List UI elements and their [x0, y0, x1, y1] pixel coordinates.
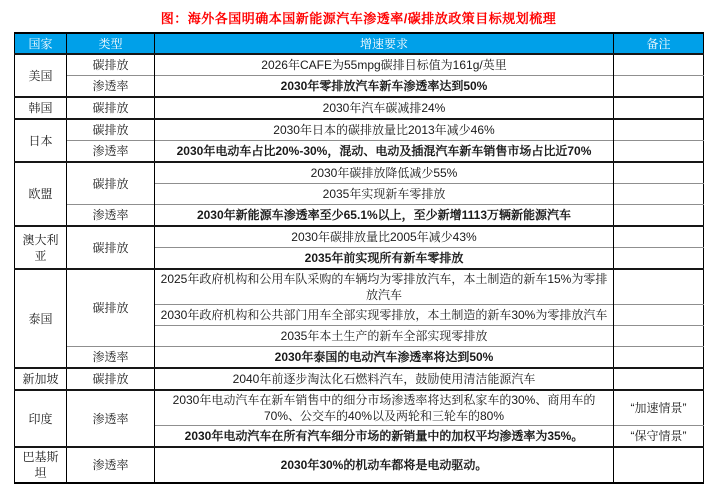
table-row [15, 162, 704, 184]
figure-title: 图：海外各国明确本国新能源汽车渗透率/碳排放政策目标规划梳理 [160, 11, 557, 26]
col-header-country: 国家 [15, 33, 67, 54]
note-cell [614, 205, 704, 227]
table-row [15, 390, 704, 426]
country-cell: 巴基斯坦 [15, 447, 67, 483]
table-row [15, 269, 704, 305]
table-row [15, 368, 704, 390]
type-cell: 渗透率 [67, 347, 155, 369]
table-row [15, 97, 704, 119]
col-header-note: 备注 [614, 33, 704, 54]
requirement-cell: 2035年前实现所有新车零排放 [155, 248, 614, 270]
note-cell [614, 269, 704, 305]
table-row [15, 347, 704, 369]
requirement-cell: 2035年实现新车零排放 [155, 184, 614, 205]
requirement-cell: 2030年新能源车渗透率至少65.1%以上，至少新增1113万辆新能源汽车 [155, 205, 614, 227]
col-header-requirement: 增速要求 [155, 33, 614, 54]
table-row [15, 447, 704, 483]
type-cell: 碳排放 [67, 162, 155, 205]
country-cell: 美国 [15, 54, 67, 97]
country-cell: 欧盟 [15, 162, 67, 226]
note-cell: “保守情景” [614, 426, 704, 448]
table-row [15, 119, 704, 141]
country-cell: 韩国 [15, 97, 67, 119]
table-row [15, 54, 704, 76]
type-cell: 渗透率 [67, 205, 155, 227]
requirement-cell: 2030年电动车占比20%-30%，混动、电动及插混汽车新车销售市场占比近70% [155, 141, 614, 163]
requirement-cell: 2026年CAFE为55mpg碳排目标值为161g/英里 [155, 54, 614, 76]
requirement-cell: 2030年政府机构和公共部门用车全部实现零排放，本土制造的新车30%为零排放汽车 [155, 305, 614, 326]
note-cell [614, 162, 704, 184]
requirement-cell: 2040年前逐步淘汰化石燃料汽车，鼓励使用清洁能源汽车 [155, 368, 614, 390]
note-cell [614, 184, 704, 205]
requirement-cell: 2030年电动汽车在新车销售中的细分市场渗透率将达到私家车的30%、商用车的70%、公交车的40%以及两轮和三轮车的80% [155, 390, 614, 426]
note-cell [614, 119, 704, 141]
type-cell: 渗透率 [67, 76, 155, 98]
note-cell [614, 54, 704, 76]
requirement-cell: 2030年泰国的电动汽车渗透率将达到50% [155, 347, 614, 369]
requirement-cell: 2030年碳排放量比2005年减少43% [155, 226, 614, 248]
requirement-cell: 2030年电动汽车在所有汽车细分市场的新销量中的加权平均渗透率为35%。 [155, 426, 614, 448]
country-cell: 新加坡 [15, 368, 67, 390]
note-cell [614, 76, 704, 98]
type-cell: 碳排放 [67, 54, 155, 76]
requirement-cell: 2030年30%的机动车都将是电动驱动。 [155, 447, 614, 483]
table-row [15, 205, 704, 227]
country-cell: 泰国 [15, 269, 67, 368]
note-cell [614, 326, 704, 347]
table-row [15, 141, 704, 163]
col-header-type: 类型 [67, 33, 155, 54]
type-cell: 渗透率 [67, 390, 155, 447]
requirement-cell: 2030年零排放汽车新车渗透率达到50% [155, 76, 614, 98]
country-cell: 澳大利亚 [15, 226, 67, 269]
type-cell: 渗透率 [67, 141, 155, 163]
note-cell: “加速情景” [614, 390, 704, 426]
type-cell: 碳排放 [67, 226, 155, 269]
type-cell: 碳排放 [67, 269, 155, 347]
requirement-cell: 2030年汽车碳减排24% [155, 97, 614, 119]
table-row [15, 76, 704, 98]
type-cell: 碳排放 [67, 119, 155, 141]
requirement-cell: 2030年碳排放降低减少55% [155, 162, 614, 184]
requirement-cell: 2035年本土生产的新车全部实现零排放 [155, 326, 614, 347]
country-cell: 日本 [15, 119, 67, 162]
note-cell [614, 305, 704, 326]
requirement-cell: 2025年政府机构和公用车队采购的车辆均为零排放汽车，本土制造的新车15%为零排放汽车 [155, 269, 614, 305]
type-cell: 渗透率 [67, 447, 155, 483]
note-cell [614, 248, 704, 270]
note-cell [614, 226, 704, 248]
note-cell [614, 447, 704, 483]
policy-table [14, 32, 704, 484]
header-row [15, 33, 704, 54]
note-cell [614, 97, 704, 119]
note-cell [614, 368, 704, 390]
country-cell: 印度 [15, 390, 67, 447]
note-cell [614, 141, 704, 163]
requirement-cell: 2030年日本的碳排放量比2013年减少46% [155, 119, 614, 141]
note-cell [614, 347, 704, 369]
type-cell: 碳排放 [67, 368, 155, 390]
type-cell: 碳排放 [67, 97, 155, 119]
table-row [15, 226, 704, 248]
